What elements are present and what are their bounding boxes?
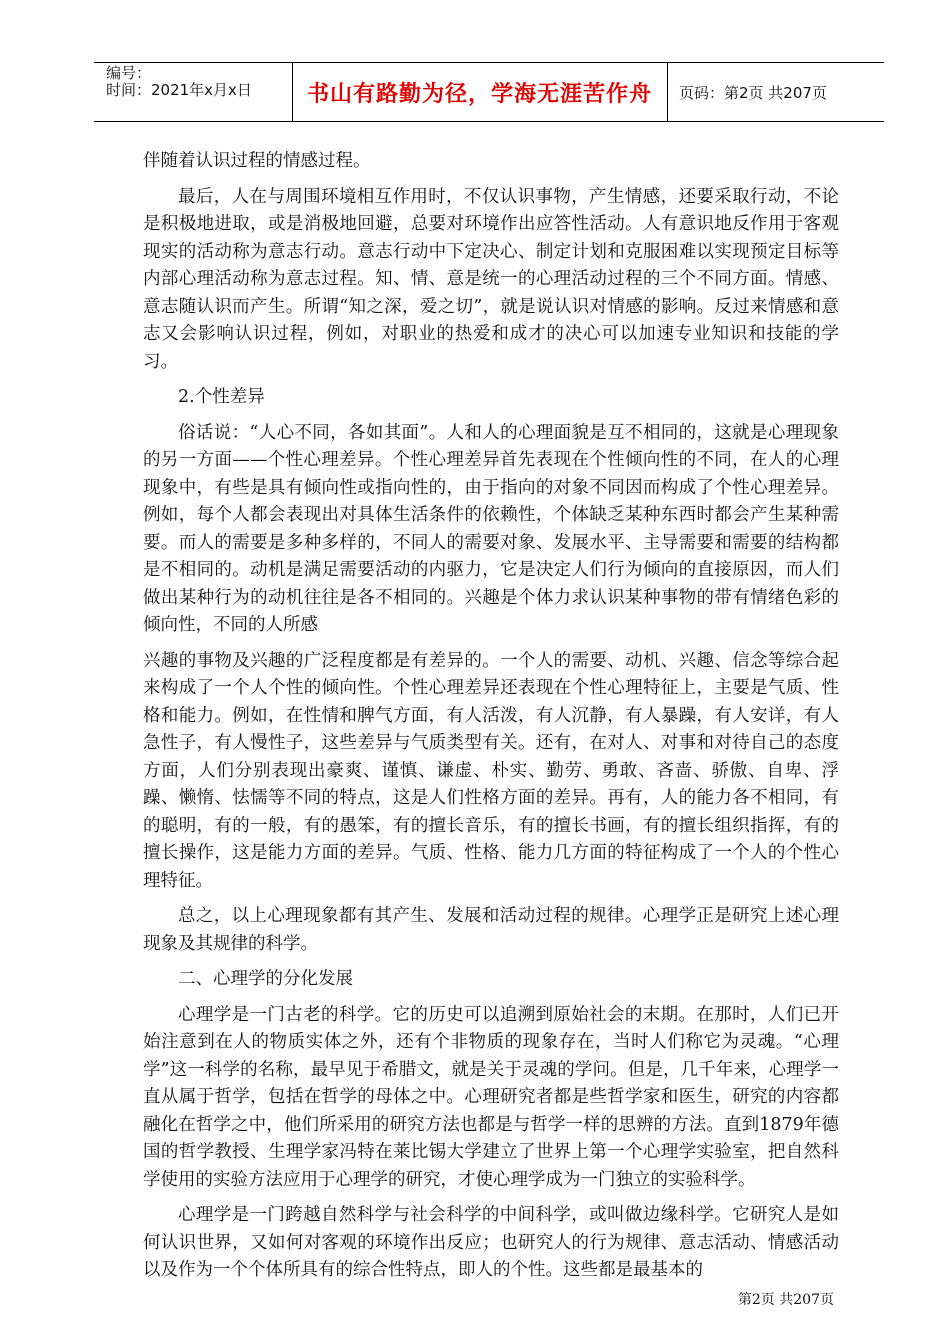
- paragraph: 伴随着认识过程的情感过程。: [143, 151, 371, 171]
- header-page-label: 页码：第2页 共207页: [679, 84, 827, 102]
- paragraph: 俗话说：“人心不同，各如其面”。人和人的心理面貌是互不相同的，这就是心理现象的另一方面——个性心理差异。个性心理差异首先表现在个性倾向性的不同，在人的心理现象中，有些是具有倾向性或指向性的，由于指向的对象不同因而构成了个性心理差异。例如，每个人都会表现出对具体生活条件的依赖性，个体缺乏某种东西时都会产生某种需要。而人的需要是多种多样的，不同人的需要对象、发展水平、主导需要和需要的结构都是不相同的。动机是满足需要活动的内驱力，它是决定人们行为倾向的直接原因，而人们做出某种行为的动机往往是各不相同的。兴趣是个体力求认识某种事物的带有情绪色彩的倾向性，不同的人所感: [143, 422, 839, 635]
- paragraph: 兴趣的事物及兴趣的广泛程度都是有差异的。一个人的需要、动机、兴趣、信念等综合起来构成了一个人个性的倾向性。个性心理差异还表现在个性心理特征上，主要是气质、性格和能力。例如，在性情和脾气方面，有人活泼，有人沉静，有人暴躁，有人安详，有人急性子，有人慢性子，这些差异与气质类型有关。还有，在对人、对事和对待自己的态度方面，人们分别表现出豪爽、谨慎、谦虚、朴实、勤劳、勇敢、吝啬、骄傲、自卑、浮躁、懒惰、怯懦等不同的特点，这是人们性格方面的差异。再有，人的能力各不相同，有的聪明，有的一般，有的愚笨，有的擅长音乐，有的擅长书画，有的擅长组织指挥，有的擅长操作，这是能力方面的差异。气质、性格、能力几方面的特征构成了一个人的个性心理特征。: [143, 650, 839, 891]
- header-meta: [106, 65, 252, 99]
- section-heading: 二、心理学的分化发展: [178, 969, 353, 989]
- footer-page-label: 第2页 共207页: [737, 1292, 834, 1308]
- header-divider: [667, 62, 668, 122]
- page-header: [94, 62, 884, 122]
- header-top-rule: [94, 62, 884, 63]
- number-label: 编号：: [106, 64, 152, 82]
- time-label: 时间：2021年x月x日: [106, 81, 252, 99]
- header-bottom-rule: [94, 121, 884, 122]
- paragraph: 总之，以上心理现象都有其产生、发展和活动过程的规律。心理学正是研究上述心理现象及其规律的科学。: [143, 906, 839, 954]
- header-motto: 书山有路勤为径，学海无涯苦作舟: [306, 82, 652, 107]
- document-body: [143, 148, 839, 1293]
- paragraph: 最后，人在与周围环境相互作用时，不仅认识事物，产生情感，还要采取行动，不论是积极地进取，或是消极地回避，总要对环境作出应答性活动。人有意识地反作用于客观现实的活动称为意志行动。意志行动中下定决心、制定计划和克服困难以实现预定目标等内部心理活动称为意志过程。知、情、意是统一的心理活动过程的三个不同方面。情感、意志随认识而产生。所谓“知之深，爱之切”，就是说认识对情感的影响。反过来情感和意志又会影响认识过程，例如，对职业的热爱和成才的决心可以加速专业知识和技能的学习。: [143, 186, 839, 372]
- paragraph: 心理学是一门古老的科学。它的历史可以追溯到原始社会的末期。在那时，人们已开始注意到在人的物质实体之外，还有个非物质的现象存在，当时人们称它为灵魂。“心理学”这一科学的名称，最早见于希腊文，就是关于灵魂的学问。但是，几千年来，心理学一直从属于哲学，包括在哲学的母体之中。心理研究者都是些哲学家和医生，研究的内容都融化在哲学之中，他们所采用的研究方法也都是与哲学一样的思辨的方法。直到1879年德国的哲学教授、生理学家冯特在莱比锡大学建立了世界上第一个心理学实验室，把自然科学使用的实验方法应用于心理学的研究，才使心理学成为一门独立的实验科学。: [143, 1004, 839, 1190]
- paragraph: 心理学是一门跨越自然科学与社会科学的中间科学，或叫做边缘科学。它研究人是如何认识世界，又如何对客观的环境作出反应；也研究人的行为规律、意志活动、情感活动以及作为一个个体所具有的综合性特点，即人的个性。这些都是最基本的: [143, 1205, 839, 1280]
- section-heading: 2.个性差异: [178, 387, 265, 407]
